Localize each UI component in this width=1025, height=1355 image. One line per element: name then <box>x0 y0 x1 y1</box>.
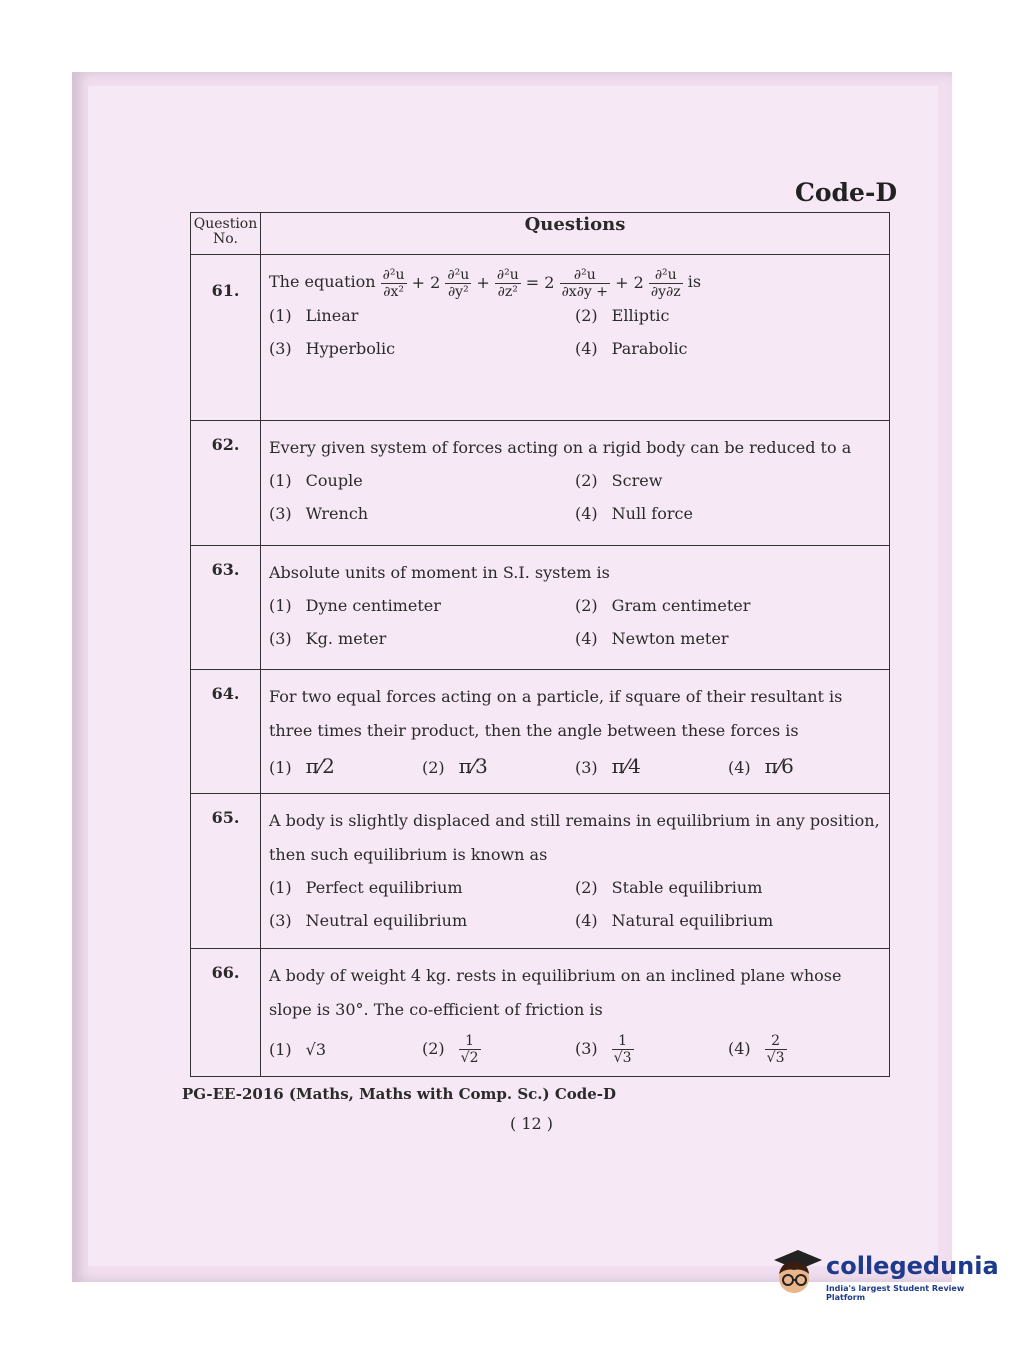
collegedunia-logo <box>768 1246 998 1302</box>
paper-code-heading: Code-D <box>794 178 897 207</box>
question-body <box>261 421 890 546</box>
question-row-66 <box>191 949 890 1077</box>
question-stem: A body is slightly displaced and still remains in equilibrium in any position, then such equilibrium is known as <box>269 811 880 864</box>
question-row-61 <box>191 255 890 421</box>
brand-name: collegedunia <box>826 1252 999 1280</box>
question-stem <box>269 265 881 300</box>
option-4: (4) Newton meter <box>575 629 729 648</box>
option-4: (4) Parabolic <box>575 338 688 358</box>
question-number: 63. <box>191 546 261 670</box>
options-grid <box>269 596 881 648</box>
options-grid <box>269 878 881 930</box>
pde-equation: $\frac{\text{∂²u}}{\text{∂x²}}$ + 2 $\frac{\text{∂²u}}{\text{∂y²}}$ + $\frac{\text{∂²u}}{\text{∂z²}}$ = 2 $\frac{\text{∂²u}}{\partial x\partial y +}$ + 2 $\frac{\text{∂²u}}{\partial y\partial z}$ <box>382 266 681 300</box>
option-2: (2) Gram centimeter <box>575 596 751 615</box>
option-4: (4) Null force <box>575 504 693 523</box>
option-3: (3) Kg. meter <box>269 629 387 648</box>
option-1: (1) Couple <box>269 471 363 490</box>
option-2: (2) Stable equilibrium <box>575 878 763 897</box>
question-body <box>261 670 890 794</box>
option-3: (3) Wrench <box>269 504 369 523</box>
question-stem: For two equal forces acting on a particle, if square of their resultant is three times their product, then the angle between these forces is <box>269 687 843 740</box>
option-2: (2) $\frac{1}{√2}$ <box>422 1033 479 1066</box>
stem-suffix: is <box>687 272 702 291</box>
question-number: 66. <box>191 949 261 1077</box>
question-body <box>261 794 890 949</box>
option-1: (1) Dyne centimeter <box>269 596 441 615</box>
option-3: (3) Hyperbolic <box>269 338 396 358</box>
option-4: (4) π⁄6 <box>728 754 794 778</box>
question-number: 65. <box>191 794 261 949</box>
question-number: 62. <box>191 421 261 546</box>
option-4: (4) $\frac{2}{√3}$ <box>728 1033 785 1066</box>
brand-tagline: India's largest Student Review Platform <box>826 1284 965 1302</box>
table-header-row <box>191 213 890 255</box>
questions-header: Questions <box>261 213 890 255</box>
question-table <box>190 212 890 1077</box>
option-2: (2) Elliptic <box>575 305 670 325</box>
question-body <box>261 949 890 1077</box>
options-row <box>269 754 881 778</box>
option-1: (1) Linear <box>269 305 359 325</box>
question-row-62 <box>191 421 890 546</box>
question-number: 64. <box>191 670 261 794</box>
option-2: (2) Screw <box>575 471 663 490</box>
option-1: (1) √3 <box>269 1040 327 1059</box>
question-stem: Every given system of forces acting on a rigid body can be reduced to a <box>269 438 852 457</box>
option-3: (3) $\frac{1}{√3}$ <box>575 1033 632 1066</box>
options-grid <box>269 471 881 523</box>
option-1: (1) Perfect equilibrium <box>269 878 463 897</box>
option-1: (1) π⁄2 <box>269 754 335 778</box>
graduate-mascot-icon <box>768 1246 824 1302</box>
option-4: (4) Natural equilibrium <box>575 911 774 930</box>
question-body <box>261 255 890 421</box>
question-no-header: Question No. <box>191 213 261 255</box>
exam-footer: PG-EE-2016 (Maths, Maths with Comp. Sc.) Code-D <box>182 1085 617 1103</box>
question-row-65 <box>191 794 890 949</box>
question-row-63 <box>191 546 890 670</box>
question-number: 61. <box>191 255 261 421</box>
option-3: (3) Neutral equilibrium <box>269 911 468 930</box>
stem-prefix: The equation <box>269 272 376 291</box>
options-grid <box>269 306 881 358</box>
question-stem: A body of weight 4 kg. rests in equilibrium on an inclined plane whose slope is 30°. The co-efficient of friction is <box>269 966 842 1019</box>
question-stem: Absolute units of moment in S.I. system is <box>269 563 610 582</box>
option-2: (2) π⁄3 <box>422 754 488 778</box>
page-number: ( 12 ) <box>510 1114 554 1133</box>
options-row <box>269 1033 881 1066</box>
question-row-64 <box>191 670 890 794</box>
option-3: (3) π⁄4 <box>575 754 641 778</box>
question-body <box>261 546 890 670</box>
